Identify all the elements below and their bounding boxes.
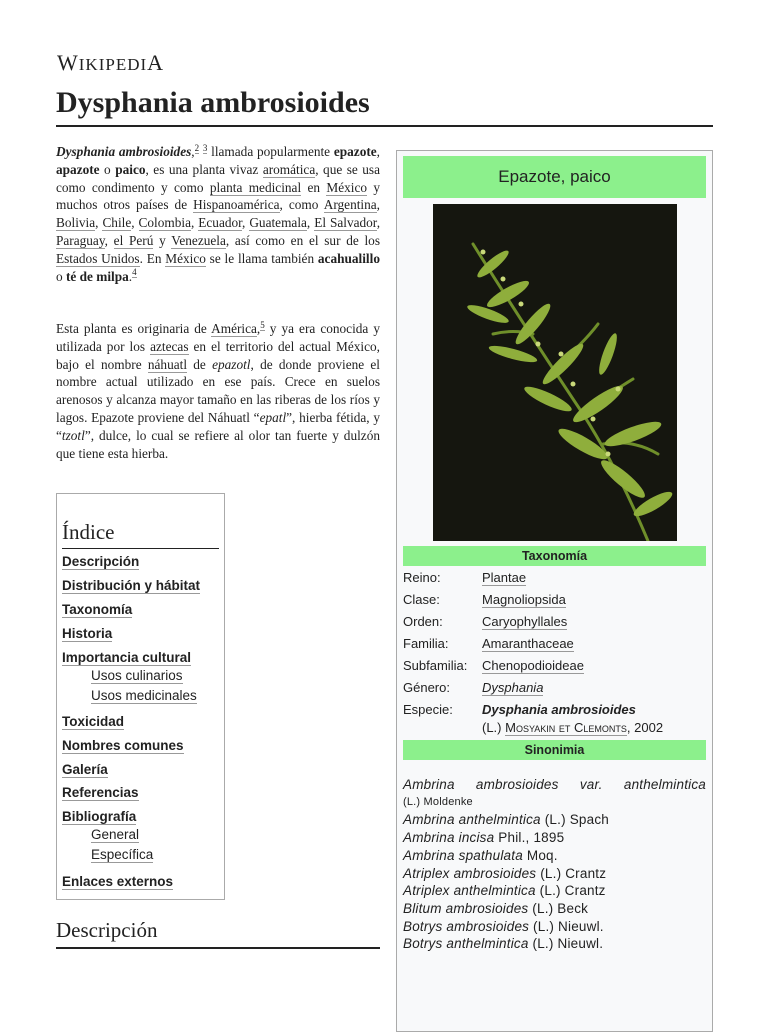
toc-item-enlaces-externos[interactable]: Enlaces externos bbox=[62, 874, 174, 889]
wikipedia-logo[interactable] bbox=[57, 50, 164, 76]
link-plantae[interactable]: Plantae bbox=[482, 570, 527, 585]
intro-paragraph-2: Esta planta es originaria de América,$^5$ y ya era conocida y utilizada por los aztecas en el territorio del actual México, bajo el nombre náhuatl de epazotl, de donde proviene el nombre actual utilizado en ese país. Crece en suelos arenosos y alcanza mayor tamaño en las riberas de los ríos y lagos. Epazote proviene del Náhuatl “epatl”, hierba fétida, y “tzotl”, dulce, lo cual se refiere al olor tan fuerte y dulzón que tiene esta hierba. bbox=[56, 319, 380, 461]
epazote-plant-illustration bbox=[433, 204, 677, 541]
ref-2[interactable]: 2 bbox=[194, 142, 200, 153]
section-heading-descripcion: Descripción bbox=[56, 918, 380, 949]
toc-item-usos-culinarios[interactable]: Usos culinarios bbox=[91, 668, 183, 683]
link-bolivia[interactable]: Bolivia bbox=[56, 215, 96, 231]
toc-item-distribucion[interactable]: Distribución y hábitat bbox=[62, 578, 201, 593]
link-authors[interactable]: Mosyakin et Clemonts bbox=[505, 720, 627, 735]
link-venezuela[interactable]: Venezuela bbox=[171, 232, 226, 248]
toc-item-toxicidad[interactable]: Toxicidad bbox=[62, 714, 125, 729]
page-title: Dysphania ambrosioides bbox=[56, 86, 370, 119]
link-el-salvador[interactable]: El Salvador bbox=[314, 215, 377, 231]
species-value: Dysphania ambrosioides bbox=[482, 702, 636, 717]
link-el-peru[interactable]: el Perú bbox=[113, 232, 154, 248]
link-chenopodioideae[interactable]: Chenopodioideae bbox=[482, 658, 584, 673]
synonym-item: Atriplex ambrosioides (L.) Crantz bbox=[403, 865, 607, 881]
logo-middle: IKIPEDI bbox=[78, 55, 148, 74]
synonym-item: Ambrina spathulata Moq. bbox=[403, 847, 558, 863]
toc-item-taxonomia[interactable]: Taxonomía bbox=[62, 602, 133, 617]
toc-item-especifica[interactable]: Específica bbox=[91, 847, 154, 862]
link-mexico[interactable]: México bbox=[326, 179, 367, 195]
synonym-item: Blitum ambrosioides (L.) Beck bbox=[403, 900, 589, 916]
link-amaranthaceae[interactable]: Amaranthaceae bbox=[482, 636, 574, 651]
link-nahuatl[interactable]: náhuatl bbox=[147, 356, 188, 372]
term-tzotl: tzotl bbox=[61, 427, 85, 443]
link-hispanoamerica[interactable]: Hispanoamérica bbox=[193, 197, 280, 213]
term-epazotl: epazotl bbox=[212, 356, 251, 372]
ref-5[interactable]: 5 bbox=[260, 319, 265, 330]
synonym-item: (L.) Moldenke bbox=[403, 795, 473, 808]
link-ecuador[interactable]: Ecuador bbox=[198, 215, 243, 231]
alt-name-acahualillo: acahualillo bbox=[317, 250, 380, 266]
link-dysphania[interactable]: Dysphania bbox=[482, 680, 544, 695]
synonymy-header: Sinonimia bbox=[403, 740, 706, 760]
toc-item-importancia-cultural[interactable]: Importancia cultural bbox=[62, 650, 192, 665]
toc-item-nombres-comunes[interactable]: Nombres comunes bbox=[62, 738, 184, 753]
toc-item-bibliografia[interactable]: Bibliografía bbox=[62, 809, 137, 824]
link-colombia[interactable]: Colombia bbox=[138, 215, 191, 231]
synonym-item: Ambrina incisa Phil., 1895 bbox=[403, 830, 565, 846]
alt-name-apazote: apazote bbox=[56, 161, 100, 177]
taxobox-title: Epazote, paico bbox=[403, 156, 706, 198]
link-aztecas[interactable]: aztecas bbox=[150, 338, 189, 354]
toc-item-galeria[interactable]: Galería bbox=[62, 762, 108, 777]
toc-item-referencias[interactable]: Referencias bbox=[62, 785, 139, 800]
synonym-item: Atriplex anthelmintica (L.) Crantz bbox=[403, 883, 606, 899]
toc-title: Índice bbox=[62, 520, 219, 549]
alt-name-epazote: epazote bbox=[333, 144, 377, 159]
toc-item-usos-medicinales[interactable]: Usos medicinales bbox=[91, 688, 197, 703]
link-aromatica[interactable]: aromática bbox=[262, 161, 316, 177]
alt-name-te-de-milpa: té de milpa bbox=[65, 268, 129, 284]
toc-item-historia[interactable]: Historia bbox=[62, 626, 113, 641]
logo-a: A bbox=[147, 50, 165, 75]
alt-name-paico: paico bbox=[115, 161, 146, 177]
term-epatl: epatl bbox=[259, 409, 287, 425]
ref-3[interactable]: 3 bbox=[202, 142, 208, 153]
link-magnoliopsida[interactable]: Magnoliopsida bbox=[482, 592, 566, 607]
taxonomy-header: Taxonomía bbox=[403, 546, 706, 566]
intro-paragraph-1: Dysphania ambrosioides,$^2$ $^3$ llamada popularmente epazote, apazote o paico, es una planta vivaz aromática, que se usa como condimento y como planta medicinal en México y muchos otros países de Hispanoamérica, como Argentina, Bolivia, Chile, Colombia, Ecuador, Guatemala, El Salvador, Paraguay, el Perú y Venezuela, así como en el sur de los Estados Unidos. En México se le llama también acahualillo o té de milpa.$^4$ bbox=[56, 142, 381, 284]
species-name: Dysphania ambrosioides bbox=[56, 144, 192, 159]
link-chile[interactable]: Chile bbox=[102, 215, 132, 231]
toc-item-descripcion[interactable]: Descripción bbox=[62, 554, 140, 569]
table-of-contents bbox=[56, 493, 225, 900]
link-estados-unidos[interactable]: Estados Unidos bbox=[56, 250, 140, 266]
link-planta-medicinal[interactable]: planta medicinal bbox=[209, 179, 302, 195]
plant-photo[interactable] bbox=[433, 204, 677, 541]
link-america[interactable]: América bbox=[211, 321, 257, 336]
title-divider bbox=[56, 125, 713, 127]
taxobox: Epazote, paico Taxonomía Reino: Plantae Clase: Magnoliopsida Orden: Caryophyllales Familia: Amaranthaceae Subfamilia: Chenopodioideae Género: Dysphania Especie: Dysphania ambrosioides (L.) Mosyakin et Clemonts, 2002 Sinonimia Ambrina ambrosioides var. anthelmintica (L.) Moldenke Ambrina anthelmintica (L.) Spach Ambrina incisa Phil., 1895 Ambrina spathulata Moq. Atriplex ambrosioides (L.) Crantz Atriplex anthelmintica (L.) Crantz Blitum ambrosioides (L.) Beck Botrys ambrosioides (L.) Nieuwl. Botrys anthelmintica (L.) Nieuwl. bbox=[396, 150, 713, 1032]
link-guatemala[interactable]: Guatemala bbox=[249, 215, 307, 231]
link-mexico-2[interactable]: México bbox=[165, 250, 206, 266]
logo-w: W bbox=[57, 50, 79, 75]
link-caryophyllales[interactable]: Caryophyllales bbox=[482, 614, 568, 629]
synonym-item: Ambrina anthelmintica (L.) Spach bbox=[403, 812, 609, 828]
synonym-item: Ambrina ambrosioides var. anthelmintica bbox=[403, 777, 706, 792]
synonym-item: Botrys anthelmintica (L.) Nieuwl. bbox=[403, 936, 604, 952]
link-argentina[interactable]: Argentina bbox=[323, 197, 377, 213]
link-paraguay[interactable]: Paraguay bbox=[56, 232, 105, 248]
synonym-item: Botrys ambrosioides (L.) Nieuwl. bbox=[403, 918, 604, 934]
synonym-list bbox=[403, 776, 706, 953]
toc-item-general[interactable]: General bbox=[91, 827, 140, 842]
ref-4[interactable]: 4 bbox=[132, 267, 137, 278]
